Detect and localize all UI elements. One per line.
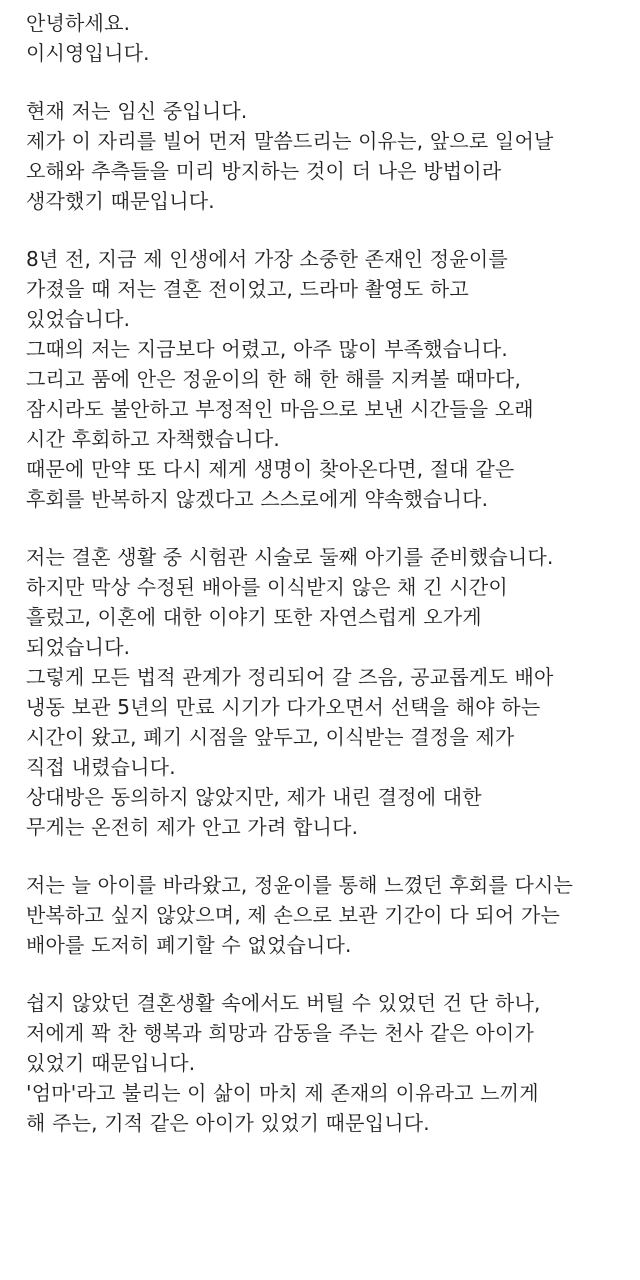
letter-line: 제가 이 자리를 빌어 먼저 말씀드리는 이유는, 앞으로 일어날 (26, 129, 554, 153)
letter-line: 후회를 반복하지 않겠다고 스스로에게 약속했습니다. (26, 487, 489, 511)
letter-line: 그리고 품에 안은 정윤이의 한 해 한 해를 지켜볼 때마다, (26, 367, 522, 391)
letter-line: 쉽지 않았던 결혼생활 속에서도 버틸 수 있었던 건 단 하나, (26, 991, 541, 1015)
letter-paragraph (26, 870, 620, 960)
letter-line: 배아를 도저히 폐기할 수 없었습니다. (26, 933, 352, 957)
letter-line: 안녕하세요. (26, 11, 131, 35)
letter-line: 저는 늘 아이를 바라왔고, 정윤이를 통해 느꼈던 후회를 다시는 (26, 873, 574, 897)
letter-line: 생각했기 때문입니다. (26, 189, 215, 213)
letter-line: 잠시라도 불안하고 부정적인 마음으로 보낸 시간들을 오래 (26, 397, 534, 421)
letter-line: 가졌을 때 저는 결혼 전이었고, 드라마 촬영도 하고 (26, 277, 469, 301)
letter-paragraph (26, 244, 620, 514)
letter-paragraph (26, 8, 620, 68)
letter-line: 하지만 막상 수정된 배아를 이식받지 않은 채 긴 시간이 (26, 575, 508, 599)
letter-paragraph (26, 988, 620, 1138)
letter-line: 그렇게 모든 법적 관계가 정리되어 갈 즈음, 공교롭게도 배아 (26, 665, 554, 689)
letter-line: 현재 저는 임신 중입니다. (26, 99, 248, 123)
letter-line: '엄마'라고 불리는 이 삶이 마치 제 존재의 이유라고 느끼게 (26, 1081, 539, 1105)
letter-line: 반복하고 싶지 않았으며, 제 손으로 보관 기간이 다 되어 가는 (26, 903, 561, 927)
letter-line: 시간이 왔고, 폐기 시점을 앞두고, 이식받는 결정을 제가 (26, 725, 515, 749)
letter-line: 흘렀고, 이혼에 대한 이야기 또한 자연스럽게 오가게 (26, 605, 482, 629)
letter-line: 시간 후회하고 자책했습니다. (26, 427, 280, 451)
letter-paragraph (26, 96, 620, 216)
letter-line: 무게는 온전히 제가 안고 가려 합니다. (26, 815, 359, 839)
letter-paragraph (26, 542, 620, 842)
letter-line: 오해와 추측들을 미리 방지하는 것이 더 나은 방법이라 (26, 159, 502, 183)
letter-line: 되었습니다. (26, 635, 131, 659)
letter-line: 그때의 저는 지금보다 어렸고, 아주 많이 부족했습니다. (26, 337, 508, 361)
letter-line: 냉동 보관 5년의 만료 시기가 다가오면서 선택을 해야 하는 (26, 695, 541, 719)
letter-line: 저는 결혼 생활 중 시험관 시술로 둘째 아기를 준비했습니다. (26, 545, 554, 569)
letter-line: 때문에 만약 또 다시 제게 생명이 찾아온다면, 절대 같은 (26, 457, 515, 481)
letter-line: 있었습니다. (26, 307, 131, 331)
letter-line: 8년 전, 지금 제 인생에서 가장 소중한 존재인 정윤이를 (26, 247, 508, 271)
letter-line: 저에게 꽉 찬 행복과 희망과 감동을 주는 천사 같은 아이가 (26, 1021, 534, 1045)
letter-line: 상대방은 동의하지 않았지만, 제가 내린 결정에 대한 (26, 785, 482, 809)
letter-line: 해 주는, 기적 같은 아이가 있었기 때문입니다. (26, 1111, 430, 1135)
letter-line: 직접 내렸습니다. (26, 755, 176, 779)
letter-body (26, 8, 620, 1138)
letter-line: 이시영입니다. (26, 41, 150, 65)
letter-line: 있었기 때문입니다. (26, 1051, 196, 1075)
